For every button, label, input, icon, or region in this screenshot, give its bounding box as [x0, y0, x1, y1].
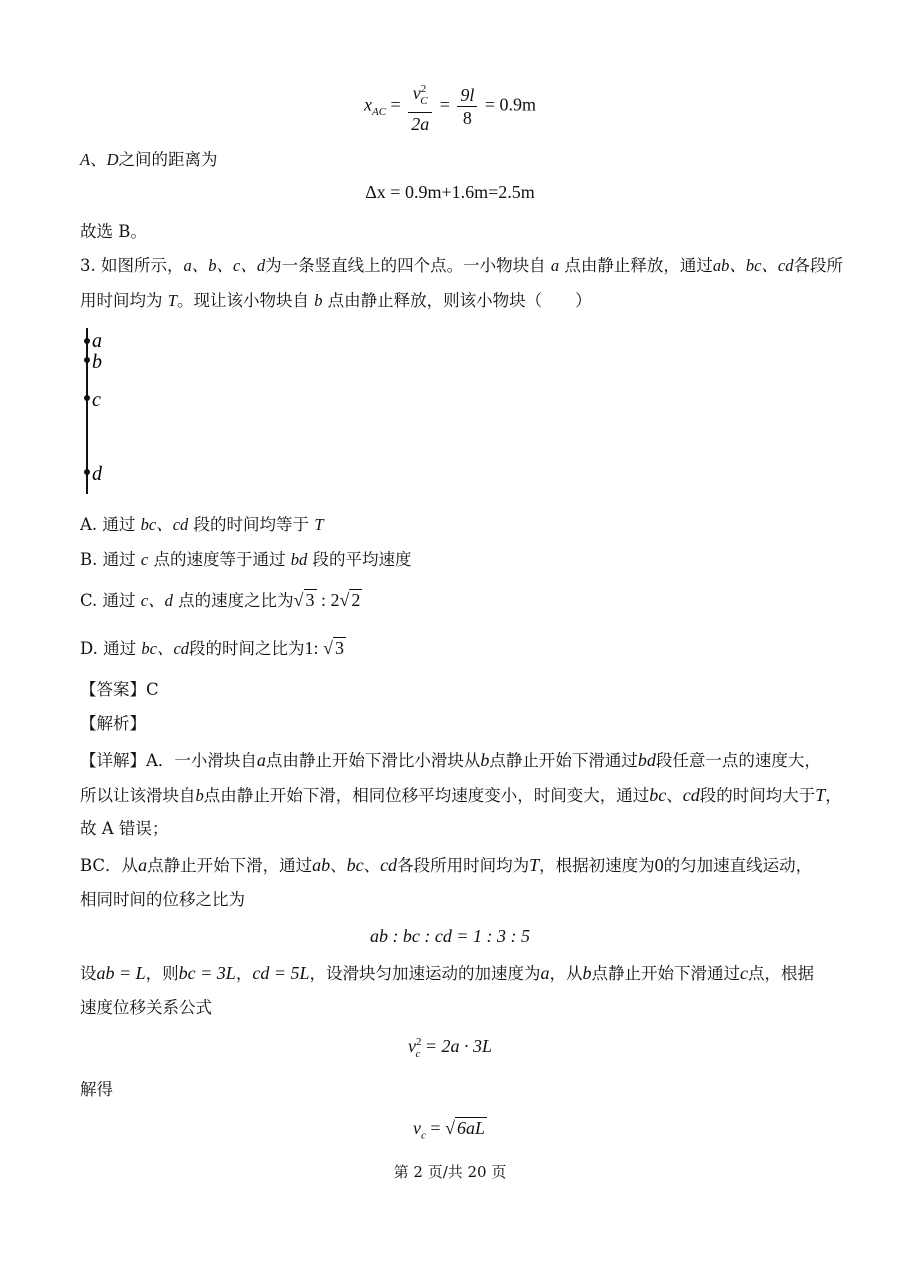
detail-line6: 设ab = L，则bc = 3L，cd = 5L，设滑块匀加速运动的加速度为a，从b点静止开始下滑通过c点，根据 — [80, 963, 814, 983]
point-b — [84, 357, 90, 363]
label-a: a — [92, 330, 102, 352]
equation-ratio: ab : bc : cd = 1 : 3 : 5 — [369, 926, 531, 946]
detail-line3: 故 A 错误； — [80, 819, 169, 838]
point-d — [84, 469, 90, 475]
detail-line8: 解得 — [80, 1080, 113, 1099]
text-ad-distance: A、D之间的距离为 — [80, 150, 218, 169]
label-c: c — [92, 389, 101, 411]
equation-vc-squared: $v^2_c = 2a \cdot 3L$ — [407, 1036, 493, 1060]
equation-delta-x: Δx = 0.9m+1.6m=2.5m — [365, 182, 535, 202]
detail-line2: 所以让该滑块自b点由静止开始下滑，相同位移平均速度变小，时间变大，通过bc、cd段的时间均大于T， — [80, 785, 842, 805]
answer-label: 【答案】C — [80, 680, 159, 699]
detail-line1: 【详解】A．一小滑块自a点由静止开始下滑比小滑块从b点静止开始下滑通过bd段任意一点的速度大， — [80, 750, 821, 770]
point-c — [84, 395, 90, 401]
option-d[interactable]: D. 通过 bc、cd段的时间之比为1: √ 3 — [80, 638, 344, 658]
label-b: b — [92, 351, 102, 373]
equation-vc: $v_c$ = √ 6aL — [413, 1118, 485, 1142]
detail-line5: 相同时间的位移之比为 — [80, 890, 245, 909]
question-3-line1: 3. 如图所示，a、b、c、d为一条竖直线上的四个点。一小物块自 a 点由静止释放，通过ab、bc、cd各段所 — [80, 256, 843, 275]
question-3-line2: 用时间均为 T。现让该小物块自 b 点由静止释放，则该小物块（ ） — [80, 291, 592, 310]
option-b[interactable]: B. 通过 c 点的速度等于通过 bd 段的平均速度 — [80, 550, 412, 569]
option-a[interactable]: A. 通过 bc、cd 段的时间均等于 T — [80, 515, 324, 534]
equation-xac: $x_{AC}$ = $\frac{v^2_C}{2a}$ = $\frac{9l}{8}$ = 0.9m — [0, 78, 900, 135]
page-footer: 第 2 页/共 20 页 — [393, 1163, 507, 1181]
figure-vertical-line — [78, 326, 118, 498]
label-d: d — [92, 463, 102, 485]
analysis-label: 【解析】 — [80, 714, 146, 733]
text-choose-b: 故选 B。 — [80, 222, 147, 241]
point-a — [84, 338, 90, 344]
detail-line4: BC．从a点静止开始下滑，通过ab、bc、cd各段所用时间均为T，根据初速度为0的匀加速直线运动， — [80, 855, 813, 875]
detail-line7: 速度位移关系公式 — [80, 998, 212, 1017]
option-c[interactable]: C. 通过 c、d 点的速度之比为√ 3 : 2√ 2 — [80, 590, 361, 610]
